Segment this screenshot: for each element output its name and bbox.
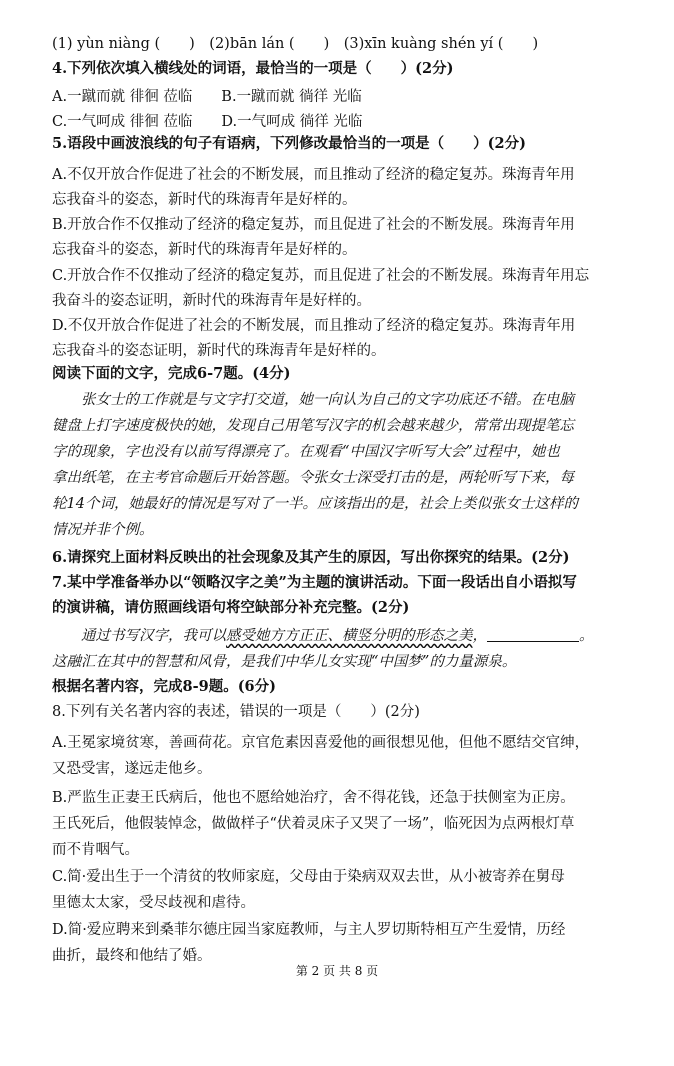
- q8-option-a-2: 又恐受害，遂远走他乡。: [52, 761, 212, 777]
- q5-option-a-2: 忘我奋斗的姿态，新时代的珠海青年是好样的。: [52, 192, 357, 208]
- q8-option-d-2: 曲折，最终和他结了婚。: [52, 948, 212, 964]
- fill-end: 。: [579, 628, 594, 644]
- question-4: 4.下列依次填入横线处的词语，最恰当的一项是（ ）(2分): [52, 60, 454, 77]
- q5-option-c-1: C.开放合作不仅推动了经济的稳定复苏，而且促进了社会的不断发展。珠海青年用忘: [52, 268, 590, 284]
- fill-comma: ，: [472, 628, 487, 644]
- q5-option-a-1: A.不仅开放合作促进了社会的不断发展，而且推动了经济的稳定复苏。珠海青年用: [52, 167, 575, 183]
- classics-heading: 根据名著内容，完成8-9题。(6分): [52, 678, 277, 695]
- q5-option-d-2: 忘我奋斗的姿态证明，新时代的珠海青年是好样的。: [52, 343, 386, 359]
- passage-line-3: 字的现象，字也没有以前写得漂亮了。在观看“中国汉字听写大会”过程中，她也: [52, 444, 560, 460]
- fill-in-line: [52, 624, 612, 648]
- q4-options-cd: C.一气呵成 徘徊 莅临 D.一气呵成 徜徉 光临: [52, 114, 363, 130]
- page-footer: 第 2 页 共 8 页: [295, 964, 379, 978]
- q8-option-d-1: D.简·爱应聘来到桑菲尔德庄园当家庭教师，与主人罗切斯特相互产生爱情，历经: [52, 922, 566, 938]
- passage-line-1: 张女士的工作就是与文字打交道，她一向认为自己的文字功底还不错。在电脑: [52, 392, 574, 408]
- answer-blank[interactable]: [487, 627, 579, 642]
- fill-prefix: 通过书写汉字，我可以: [52, 628, 226, 644]
- pinyin-line: (1) yùn niàng ( ) (2)bān lán ( ) (3)xīn kuàng shén yí ( ): [52, 36, 539, 52]
- fill-followup: 这融汇在其中的智慧和风骨，是我们中华儿女实现“中国梦”的力量源泉。: [52, 654, 517, 670]
- question-8: 8.下列有关名著内容的表述，错误的一项是（ ）(2分): [52, 704, 420, 720]
- q5-option-b-2: 忘我奋斗的姿态，新时代的珠海青年是好样的。: [52, 242, 357, 258]
- question-7-1: 7.某中学准备举办以“领略汉字之美”为主题的演讲活动。下面一段话出自小语拟写: [52, 574, 577, 591]
- q8-option-c-2: 里德太太家，受尽歧视和虐待。: [52, 895, 255, 911]
- passage-line-6: 情况并非个例。: [52, 522, 154, 538]
- fill-underlined: 感受她方方正正、横竖分明的形态之美: [226, 628, 473, 644]
- q8-option-b-3: 而不肯咽气。: [52, 842, 139, 858]
- q8-option-c-1: C.简·爱出生于一个清贫的牧师家庭，父母由于染病双双去世，从小被寄养在舅母: [52, 869, 565, 885]
- passage-line-5: 轮14个词，她最好的情况是写对了一半。应该指出的是，社会上类似张女士这样的: [52, 496, 578, 512]
- q5-option-c-2: 我奋斗的姿态证明，新时代的珠海青年是好样的。: [52, 293, 371, 309]
- question-5: 5.语段中画波浪线的句子有语病，下列修改最恰当的一项是（ ）(2分): [52, 135, 526, 152]
- question-6: 6.请探究上面材料反映出的社会现象及其产生的原因，写出你探究的结果。(2分): [52, 549, 570, 566]
- passage-line-4: 拿出纸笔，在主考官命题后开始答题。令张女士深受打击的是，两轮听写下来，每: [52, 470, 574, 486]
- question-7-2: 的演讲稿，请仿照画线语句将空缺部分补充完整。(2分): [52, 599, 410, 616]
- q8-option-b-2: 王氏死后，他假装悼念，做做样子“伏着灵床子又哭了一场”，临死因为点两根灯草: [52, 816, 575, 832]
- passage-line-2: 键盘上打字速度极快的她，发现自己用笔写汉字的机会越来越少，常常出现提笔忘: [52, 418, 574, 434]
- q5-option-b-1: B.开放合作不仅推动了经济的稳定复苏，而且促进了社会的不断发展。珠海青年用: [52, 217, 575, 233]
- q4-options-ab: A.一蹴而就 徘徊 莅临 B.一蹴而就 徜徉 光临: [52, 89, 362, 105]
- q5-option-d-1: D.不仅开放合作促进了社会的不断发展，而且推动了经济的稳定复苏。珠海青年用: [52, 318, 576, 334]
- q8-option-a-1: A.王冕家境贫寒，善画荷花。京官危素因喜爱他的画很想见他，但他不愿结交官绅，: [52, 735, 590, 751]
- reading-heading: 阅读下面的文字，完成6-7题。(4分): [52, 365, 291, 382]
- q8-option-b-1: B.严监生正妻王氏病后，他也不愿给她治疗，舍不得花钱，还急于扶侧室为正房。: [52, 790, 575, 806]
